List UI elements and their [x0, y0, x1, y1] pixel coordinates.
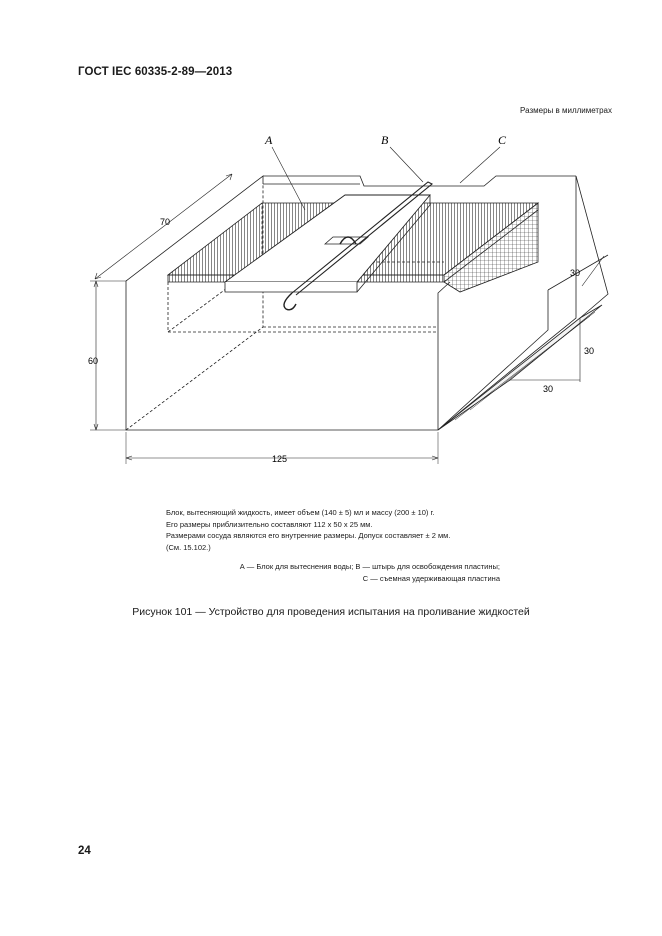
note-line: Размерами сосуда являются его внутренние размеры. Допуск составляет ± 2 мм.	[166, 531, 451, 540]
figure-caption: Рисунок 101 — Устройство для проведения испытания на проливание жидкостей	[132, 606, 530, 618]
units-note: Размеры в миллиметрах	[520, 106, 612, 115]
dimension-70: 70	[160, 217, 171, 227]
label-b: B	[381, 133, 389, 147]
figure-legend	[190, 561, 500, 584]
note-line: Блок, вытесняющий жидкость, имеет объем (140 ± 5) мл и массу (200 ± 10) г.	[166, 508, 435, 517]
dimension-30-width: 30	[543, 384, 554, 394]
dimension-125: 125	[272, 454, 288, 464]
legend-line: А — Блок для вытеснения воды; В — штырь для освобождения пластины;	[239, 562, 500, 571]
figure-notes	[166, 507, 450, 553]
legend-line: С — съемная удерживающая пластина	[362, 573, 500, 583]
note-line: Его размеры приблизительно составляют 112 х 50 х 25 мм.	[166, 519, 373, 529]
label-c: C	[498, 133, 507, 147]
vessel-front-wall	[126, 281, 438, 430]
dimension-30-height: 30	[584, 346, 595, 356]
label-a: A	[265, 133, 273, 147]
standard-header: ГОСТ IEC 60335-2-89—2013	[78, 66, 233, 78]
page-number: 24	[78, 845, 91, 857]
dimension-60: 60	[88, 356, 99, 366]
dimension-30-slope: 30	[570, 268, 581, 278]
note-line: (См. 15.102.)	[166, 542, 211, 552]
